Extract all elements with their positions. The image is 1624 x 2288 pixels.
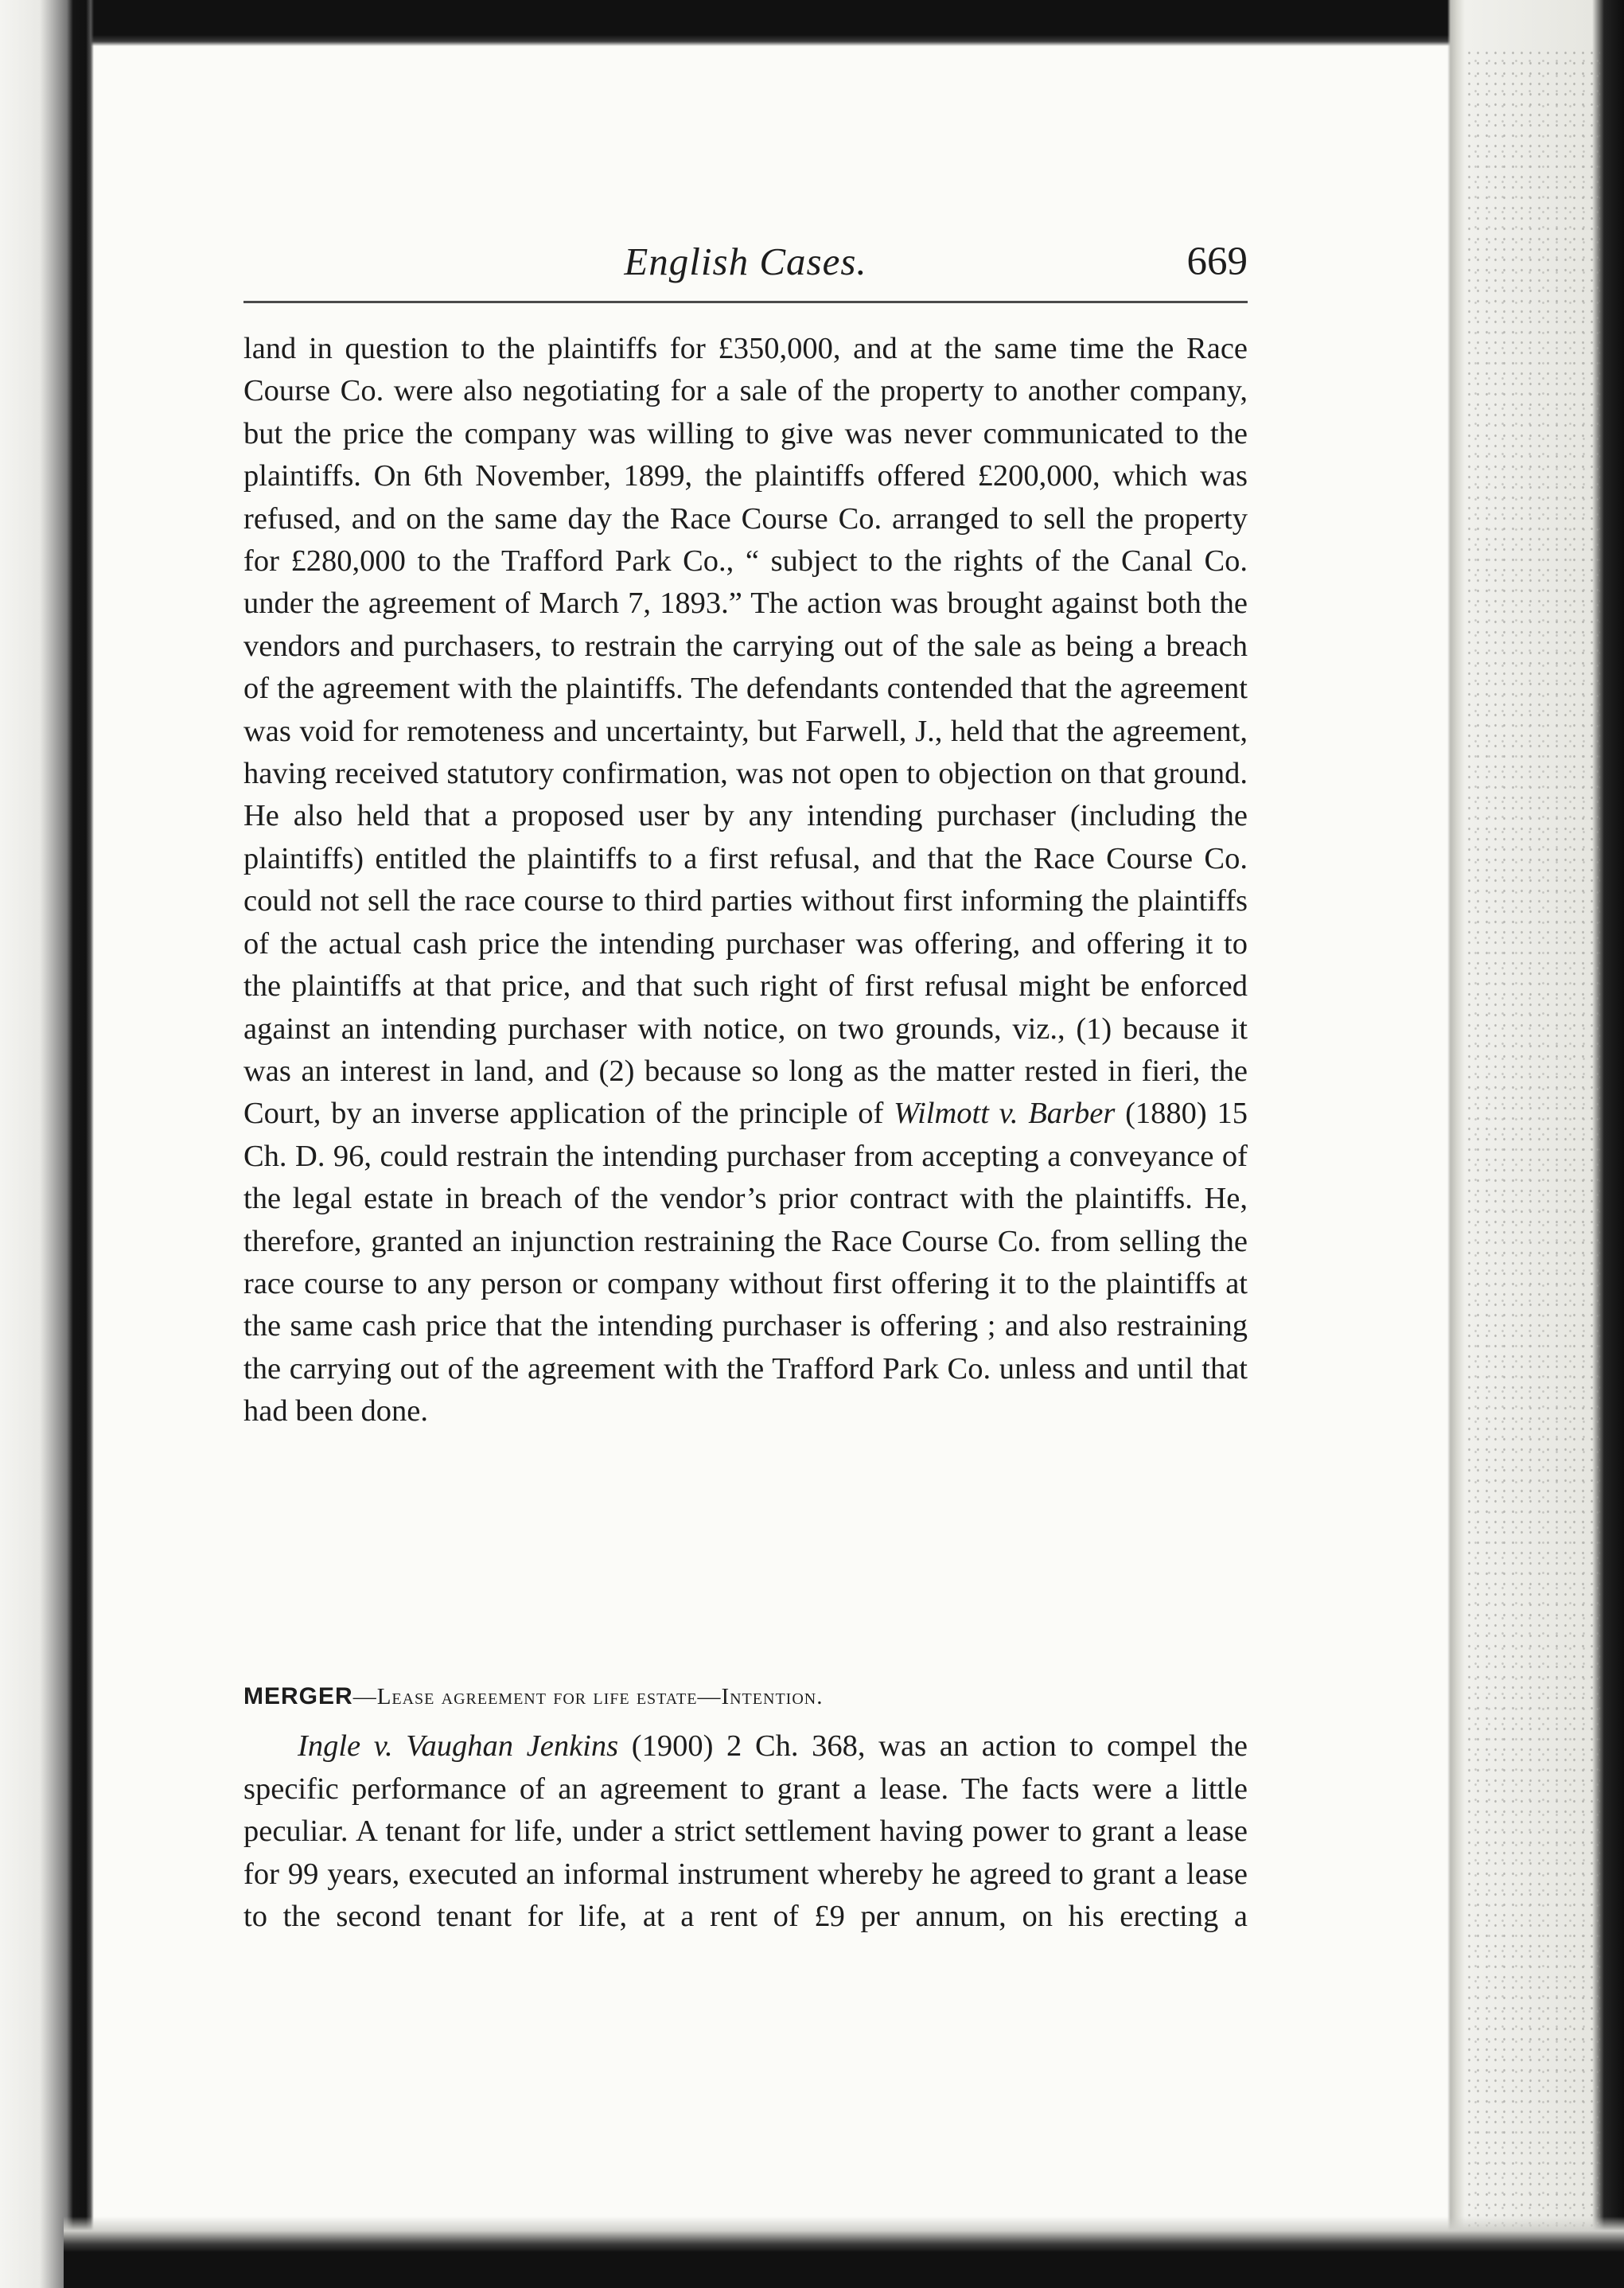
header-rule: [243, 301, 1248, 303]
section-title: MERGER: [243, 1683, 353, 1709]
running-title: English Cases.: [624, 240, 867, 283]
page-number: 669: [1186, 240, 1248, 284]
paragraph-2: [243, 1725, 1248, 1939]
section-subtitle: —Lease agreement for life estate—Intention.: [352, 1684, 824, 1709]
case-citation-wilmott: Wilmott v. Barber: [894, 1097, 1116, 1131]
scan-border-bottom: [64, 2169, 1624, 2288]
paragraph-1: [243, 328, 1248, 1433]
section-heading: [243, 1681, 1248, 1713]
scan-border-top: [64, 0, 1624, 46]
paragraph-1-text: land in question to the plaintiffs for £350,000, and at the same time the Race Course Co. were also negotiating for a sale of the property to another company, but the price the company was willing to give was never communicated to the plaintiffs. On 6th November, 1899, the plaintiffs offered £200,000, which was refused, and on the same day the Race Course Co. arranged to sell the property for £280,000 to the Trafford Park Co., “ subject to the rights of the Canal Co. under the agreement of March 7, 1893.” The action was brought against both the vendors and purchasers, to restrain the carrying out of the sale as being a breach of the agreement with the plaintiffs. The defendants contended that the agreement was void for remoteness and uncertainty, but Farwell, J., held that the agreement, having received statutory confirmation, was not open to objection on that ground. He also held that a proposed user by any intending purchaser (including the plaintiffs) entitled the plaintiffs to a first refusal, and that the Race Course Co. could not sell the race course to third parties without first informing the plaintiffs of the actual cash price the intending purchaser was offering, and offering it to the plaintiffs at that price, and that such right of first refusal might be enforced against an intending purchaser with notice, on two grounds, viz., (1) because it was an interest in land, and (2) because so long as the matter rested in fieri, the Court, by an inverse application of the principle of: [243, 332, 1248, 1131]
paragraph-1-tail: (1880) 15 Ch. D. 96, could restrain the intending purchaser from accepting a conveyance of the legal estate in breach of the vendor’s prior contract with the plaintiffs. He, therefore, granted an injunction restraining the Race Course Co. from selling the race course to any person or company without first offering it to the plaintiffs at the same cash price that the intending purchaser is offering ; and also restraining the carrying out of the agreement with the Trafford Park Co. unless and until that had been done.: [243, 1097, 1248, 1429]
paragraph-2-text: (1900) 2 Ch. 368, was an action to compel the specific performance of an agreement to grant a lease. The facts were a little peculiar. A tenant for life, under a strict settlement having power to grant a lease for 99 years, executed an informal instrument whereby he agreed to grant a lease to the second tenant for life, at a rent of £9 per annum, on his erecting a: [243, 1729, 1248, 1934]
page-header: [243, 231, 1248, 296]
scan-bleedthrough: [1465, 48, 1600, 2260]
scan-border-left: [0, 0, 94, 2288]
case-citation-ingle: Ingle v. Vaughan Jenkins: [298, 1729, 619, 1763]
